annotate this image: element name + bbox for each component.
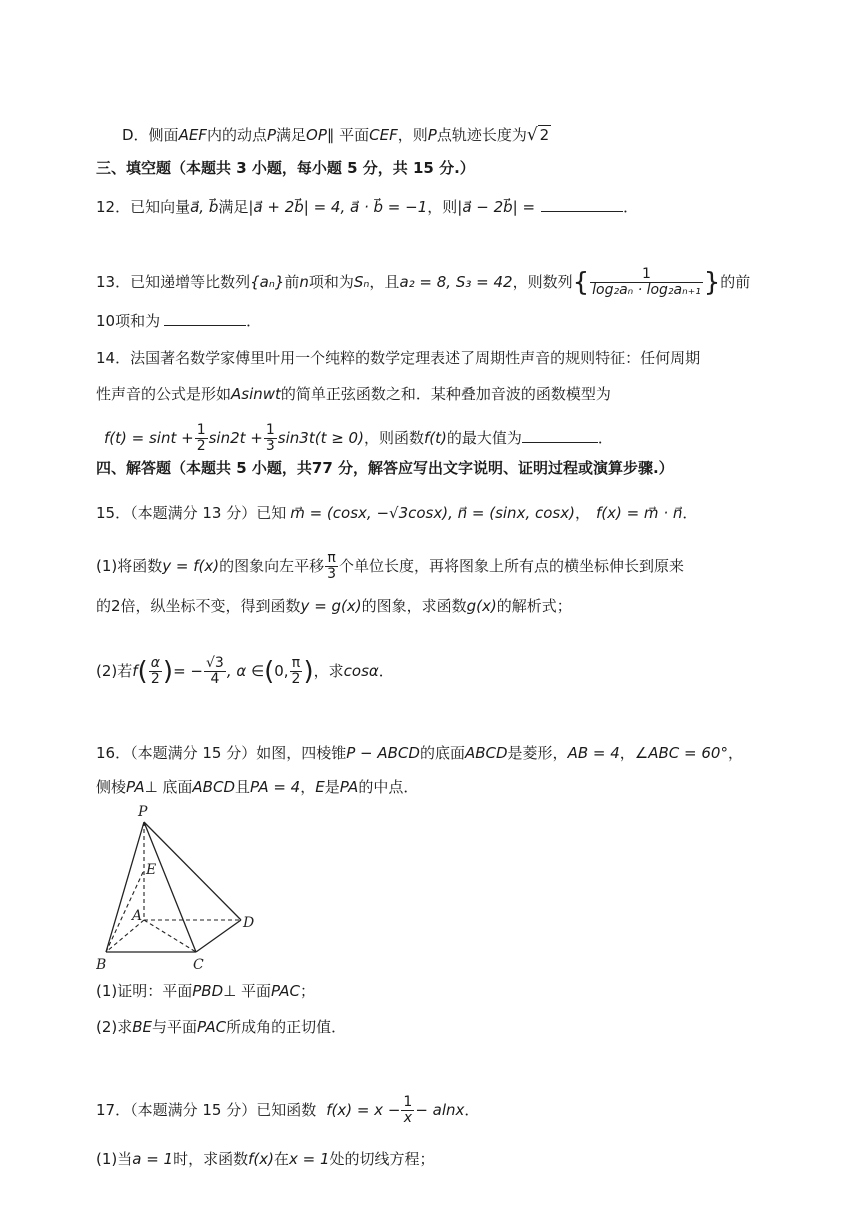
question-14-line1: 14．法国著名数学家傅里叶用一个纯粹的数学定理表述了周期性声音的规则特征：任何周期 [96, 349, 701, 367]
section-4-heading: 四、解答题（本题共 5 小题，共77 分，解答应写出文字说明、证明过程或演算步骤.） [96, 459, 674, 477]
answer-blank [522, 428, 598, 443]
edge-PD [144, 822, 241, 920]
pyramid-figure [96, 802, 266, 977]
label-E: E [146, 862, 157, 878]
question-13-cont: 10项和为 ． [96, 312, 262, 330]
label-B: B [96, 957, 107, 973]
edge-CD [196, 920, 241, 952]
question-16: 16．（本题满分 15 分）如图，四棱锥P − ABCD的底面ABCD是菱形，AB = 4，∠ABC = 60°， [96, 744, 743, 762]
option-d: D．侧面AEF内的动点P满足OP∥ 平面CEF，则P点轨迹长度为√ 2 [122, 125, 550, 145]
label-D: D [243, 915, 255, 931]
question-14-line2: 性声音的公式是形如Asinwt的简单正弦函数之和．某种叠加音波的函数模型为 [96, 385, 611, 403]
question-16-part1: (1)证明：平面PBD⊥ 平面PAC； [96, 982, 316, 1000]
question-17-part1: (1)当a = 1时，求函数f(x)在x = 1处的切线方程； [96, 1150, 435, 1168]
question-15-part2: (2)若f( $\frac{\alpha}{2}$ )= − $\frac{√3}{4}$ , α ∈(0, $\frac{\pi}{2}$ )，求cosα． [96, 655, 394, 687]
question-17: 17．（本题满分 15 分）已知函数 f(x) = x − $\frac{1}{x}$ − alnx． [96, 1094, 480, 1126]
question-14-line3: f(t) = sint + $\frac{1}{2}$ sin2t + $\frac{1}{3}$ sin3t(t ≥ 0)，则函数f(t)的最大值为 ． [104, 422, 613, 454]
edge-PC [144, 822, 196, 952]
question-15-part1-cont: 的2倍，纵坐标不变，得到函数y = g(x)的图象，求函数g(x)的解析式； [96, 597, 572, 615]
question-16-line2: 侧棱PA⊥ 底面ABCD且PA = 4，E是PA的中点． [96, 778, 419, 796]
question-12: 12．已知向量a⃗, b⃗满足|a⃗ + 2b⃗| = 4, a⃗ · b⃗ = −1，则|a⃗ − 2b⃗| = ． [96, 198, 639, 216]
section-3-heading: 三、填空题（本题共 3 小题，每小题 5 分，共 15 分.） [96, 159, 475, 177]
label-P: P [138, 804, 148, 820]
sequence-fraction: $\frac{1}{\text{log₂aₙ · log₂aₙ₊₁}}$ [592, 266, 701, 298]
answer-blank [164, 311, 246, 326]
label-C: C [193, 957, 204, 973]
answer-blank [541, 197, 623, 212]
edge-AC [144, 920, 196, 952]
edge-PB [106, 822, 144, 952]
question-13: 13．已知递增等比数列{aₙ}前n项和为Sₙ，且a₂ = 8, S₃ = 42，则数列{ $\frac{1}{\text{log₂aₙ · log₂aₙ₊₁}}$ }的前 [96, 266, 751, 298]
edge-AB [106, 920, 144, 952]
question-15: 15．（本题满分 13 分）已知 m⃗ = (cosx, −√3cosx), n⃗ = (sinx, cosx)， f(x) = m⃗ · n⃗． [96, 504, 698, 522]
question-15-part1: (1)将函数y = f(x)的图象向左平移 $\frac{\pi}{3}$ 个单位长度，再将图象上所有点的横坐标伸长到原来 [96, 550, 685, 582]
label-A: A [132, 908, 143, 924]
question-16-part2: (2)求BE与平面PAC所成角的正切值． [96, 1018, 347, 1036]
